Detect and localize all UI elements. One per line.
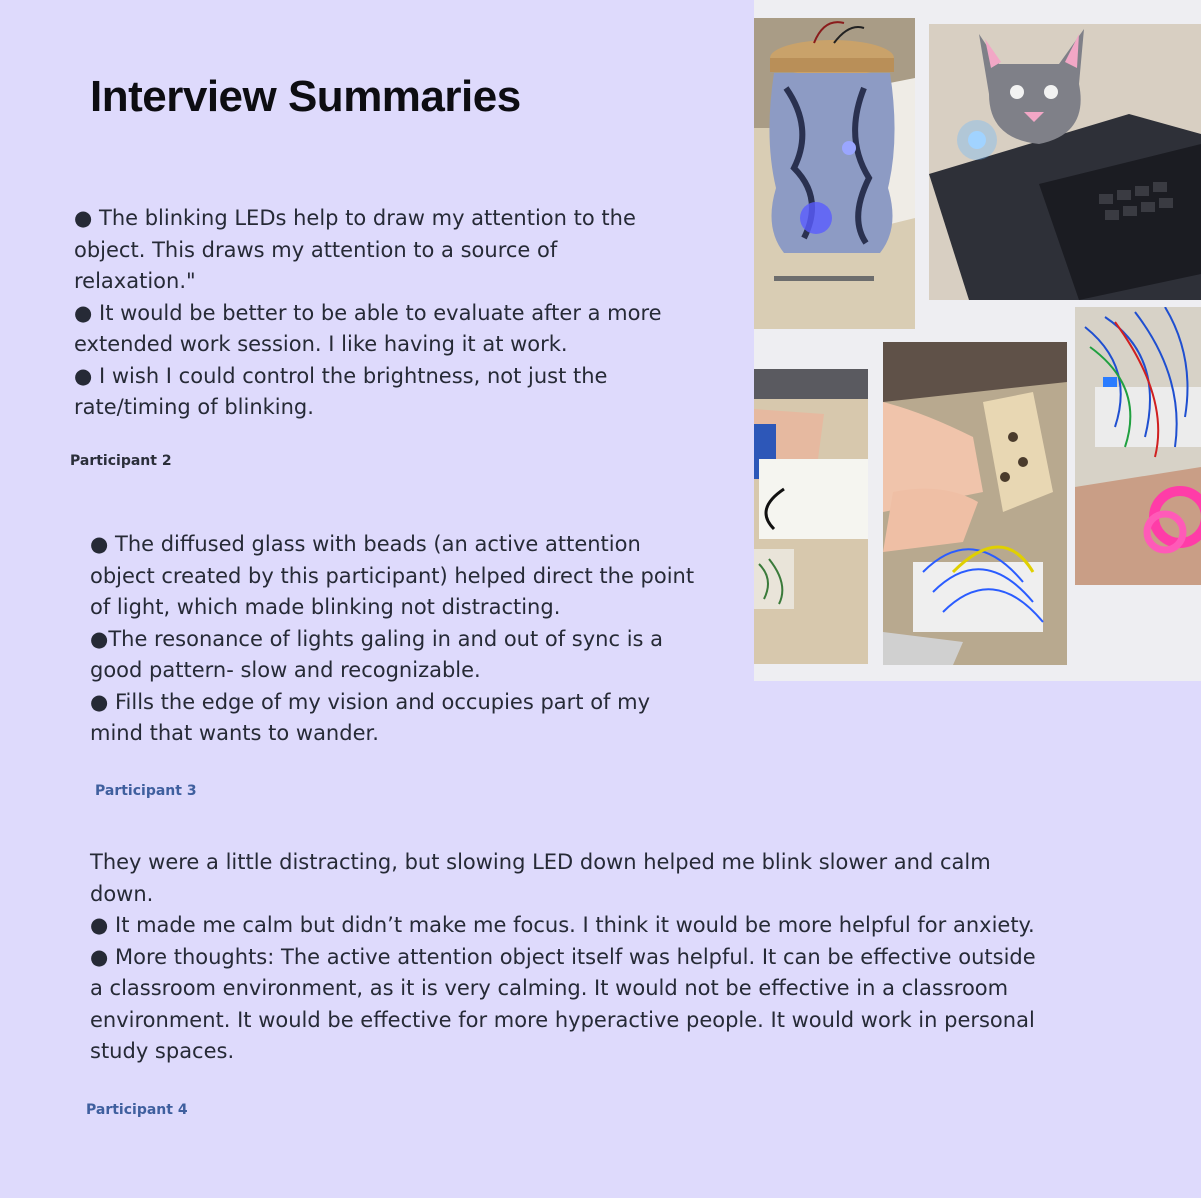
note-line: environment. It would be effective for more hyperactive people. It would work in personal (90, 1007, 1035, 1032)
note-line: object created by this participant) helped direct the point (90, 563, 695, 588)
note-line: down. (90, 881, 154, 906)
participant1-notes (74, 203, 662, 424)
note-line: a classroom environment, as it is very calming. It would not be effective in a classroom (90, 976, 1009, 1000)
participant-2-label: Participant 2 (70, 453, 172, 469)
participant-3-label: Participant 3 (95, 783, 197, 799)
note-line: relaxation." (74, 269, 196, 293)
note-line: ● The blinking LEDs help to draw my attention to the (74, 206, 636, 230)
note-line: of light, which made blinking not distracting. (90, 595, 561, 619)
note-line: rate/timing of blinking. (74, 395, 314, 419)
note-line: ●The resonance of lights galing in and out of sync is a (90, 626, 664, 651)
photo-cat-laptop (929, 24, 1201, 300)
photo-wood-cutout (883, 342, 1067, 665)
note-line: object. This draws my attention to a source of (74, 237, 558, 262)
photo-wires-pipecleaner (1075, 307, 1201, 585)
note-line: ● The diffused glass with beads (an active attention (90, 532, 641, 556)
participant2-notes (90, 529, 694, 750)
note-line: They were a little distracting, but slowing LED down helped me blink slower and calm (90, 850, 991, 874)
note-line: ● More thoughts: The active attention object itself was helpful. It can be effective outside (90, 944, 1036, 969)
note-line: study spaces. (90, 1039, 235, 1063)
note-line: ● Fills the edge of my vision and occupies part of my (90, 689, 651, 714)
note-line: ● It made me calm but didn’t make me focus. I think it would be more helpful for anxiety. (90, 913, 1035, 937)
note-line: mind that wants to wander. (90, 721, 379, 745)
page-title: Interview Summaries (90, 72, 521, 121)
participant-4-label: Participant 4 (86, 1102, 188, 1118)
note-line: extended work session. I like having it at work. (74, 332, 568, 356)
note-line: good pattern- slow and recognizable. (90, 658, 481, 682)
note-line: ● I wish I could control the brightness, not just the (74, 363, 608, 388)
photo-hand-wiring (754, 369, 868, 664)
photo-collage (754, 0, 1201, 681)
photo-glass-jar (754, 18, 915, 329)
note-line: ● It would be better to be able to evaluate after a more (74, 300, 662, 325)
participant3-notes (90, 847, 1036, 1068)
